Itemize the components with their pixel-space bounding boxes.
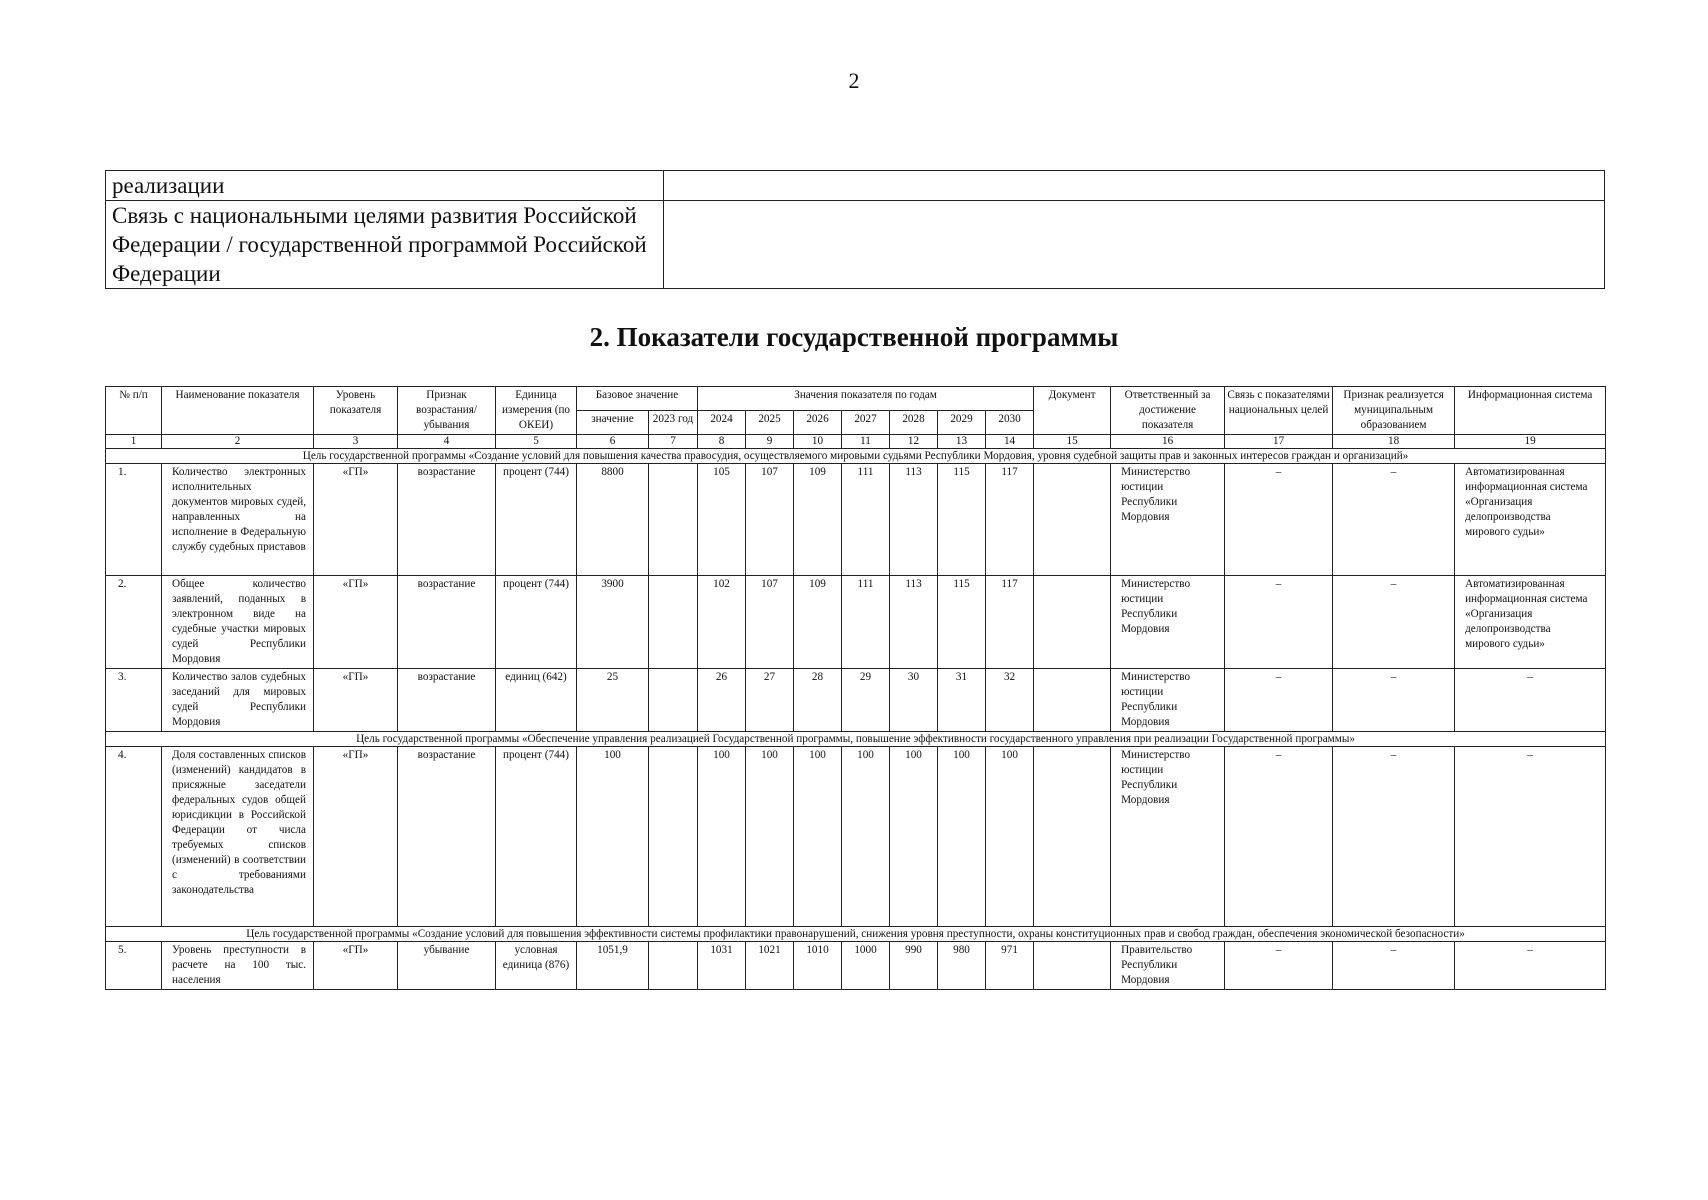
row-num: 1. (106, 464, 162, 576)
header-level: Уровень показателя (314, 387, 398, 435)
municipal-cell: – (1333, 576, 1455, 669)
header-year: 2028 (890, 411, 938, 435)
year-value: 111 (842, 576, 890, 669)
header-year: 2025 (746, 411, 794, 435)
document-cell (1034, 576, 1111, 669)
passport-row (106, 201, 1605, 289)
year-value: 100 (890, 747, 938, 927)
passport-label: Связь с национальными целями развития Российской Федерации / государственной программой Российской Федерации (106, 201, 664, 289)
column-number: 3 (314, 435, 398, 449)
column-number: 8 (698, 435, 746, 449)
column-number: 1 (106, 435, 162, 449)
year-value: 1021 (746, 942, 794, 990)
column-number: 17 (1225, 435, 1333, 449)
year-value: 117 (986, 576, 1034, 669)
year-value: 100 (938, 747, 986, 927)
indicator-unit: условная единица (876) (496, 942, 577, 990)
column-number: 11 (842, 435, 890, 449)
year-value: 100 (698, 747, 746, 927)
year-value: 107 (746, 464, 794, 576)
year-value: 115 (938, 464, 986, 576)
column-number: 19 (1455, 435, 1606, 449)
header-municipal: Признак реализуется муниципальным образованием (1333, 387, 1455, 435)
column-number: 12 (890, 435, 938, 449)
indicator-level: «ГП» (314, 942, 398, 990)
header-unit: Единица измерения (по ОКЕИ) (496, 387, 577, 435)
column-number: 6 (577, 435, 649, 449)
indicator-level: «ГП» (314, 747, 398, 927)
base-value: 8800 (577, 464, 649, 576)
table-row (106, 942, 1606, 990)
passport-value (664, 201, 1605, 289)
indicator-sign: возрастание (398, 669, 496, 732)
year-value: 100 (746, 747, 794, 927)
header-base-year: 2023 год (649, 411, 698, 435)
header-name: Наименование показателя (162, 387, 314, 435)
year-value: 100 (842, 747, 890, 927)
year-value: 109 (794, 576, 842, 669)
year-value: 30 (890, 669, 938, 732)
passport-value (664, 171, 1605, 201)
year-value: 990 (890, 942, 938, 990)
year-value: 1000 (842, 942, 890, 990)
indicator-level: «ГП» (314, 464, 398, 576)
base-value: 3900 (577, 576, 649, 669)
link-cell: – (1225, 942, 1333, 990)
year-value: 29 (842, 669, 890, 732)
indicator-sign: убывание (398, 942, 496, 990)
responsible-cell: Министерство юстиции Республики Мордовия (1111, 669, 1225, 732)
column-number: 13 (938, 435, 986, 449)
indicator-name: Доля составленных списков (изменений) кандидатов в присяжные заседатели федеральных судов общей юрисдикции в Российской Федерации от числа требуемых списков (изменений) в соответствии с требованиями законодательства (162, 747, 314, 927)
column-number: 14 (986, 435, 1034, 449)
link-cell: – (1225, 747, 1333, 927)
passport-row (106, 171, 1605, 201)
info-system-cell: Автоматизированная информационная система «Организация делопроизводства мирового судьи» (1455, 464, 1606, 576)
column-number: 16 (1111, 435, 1225, 449)
goal-row (106, 449, 1606, 464)
municipal-cell: – (1333, 747, 1455, 927)
year-value: 31 (938, 669, 986, 732)
indicator-sign: возрастание (398, 464, 496, 576)
year-value: 26 (698, 669, 746, 732)
header-link: Связь с показателями национальных целей (1225, 387, 1333, 435)
municipal-cell: – (1333, 669, 1455, 732)
indicator-name: Уровень преступности в расчете на 100 тыс. населения (162, 942, 314, 990)
base-year-value (649, 747, 698, 927)
header-year: 2029 (938, 411, 986, 435)
row-num: 5. (106, 942, 162, 990)
goal-text: Цель государственной программы «Обеспечение управления реализацией Государственной программы, повышение эффективности государственного управления при реализации Государственной программы» (106, 732, 1606, 747)
header-year: 2027 (842, 411, 890, 435)
year-value: 117 (986, 464, 1034, 576)
year-value: 102 (698, 576, 746, 669)
year-value: 113 (890, 576, 938, 669)
year-value: 109 (794, 464, 842, 576)
year-value: 27 (746, 669, 794, 732)
column-number: 7 (649, 435, 698, 449)
header-year: 2024 (698, 411, 746, 435)
indicator-unit: процент (744) (496, 747, 577, 927)
year-value: 980 (938, 942, 986, 990)
document-cell (1034, 747, 1111, 927)
info-system-cell: – (1455, 747, 1606, 927)
row-num: 4. (106, 747, 162, 927)
responsible-cell: Правительство Республики Мордовия (1111, 942, 1225, 990)
header-years-group: Значения показателя по годам (698, 387, 1034, 411)
municipal-cell: – (1333, 942, 1455, 990)
link-cell: – (1225, 669, 1333, 732)
column-number: 10 (794, 435, 842, 449)
year-value: 115 (938, 576, 986, 669)
indicator-unit: процент (744) (496, 464, 577, 576)
indicator-name: Общее количество заявлений, поданных в электронном виде на судебные участки мировых судей Республики Мордовия (162, 576, 314, 669)
indicators-body (106, 435, 1606, 990)
year-value: 111 (842, 464, 890, 576)
municipal-cell: – (1333, 464, 1455, 576)
header-sign: Признак возрастания/ убывания (398, 387, 496, 435)
base-year-value (649, 669, 698, 732)
header-info-system: Информационная система (1455, 387, 1606, 435)
header-document: Документ (1034, 387, 1111, 435)
responsible-cell: Министерство юстиции Республики Мордовия (1111, 464, 1225, 576)
base-year-value (649, 576, 698, 669)
document-cell (1034, 669, 1111, 732)
row-num: 3. (106, 669, 162, 732)
row-num: 2. (106, 576, 162, 669)
base-year-value (649, 464, 698, 576)
column-number-row (106, 435, 1606, 449)
indicator-sign: возрастание (398, 747, 496, 927)
indicator-unit: единиц (642) (496, 669, 577, 732)
base-value: 1051,9 (577, 942, 649, 990)
table-row (106, 669, 1606, 732)
column-number: 4 (398, 435, 496, 449)
link-cell: – (1225, 576, 1333, 669)
header-base: Базовое значение (577, 387, 698, 411)
header-base-value: значение (577, 411, 649, 435)
year-value: 107 (746, 576, 794, 669)
goal-text: Цель государственной программы «Создание условий для повышения качества правосудия, осуществляемого мировыми судьями Республики Мордовия, уровня судебной защиты прав и законных интересов граждан и организаций» (106, 449, 1606, 464)
year-value: 100 (986, 747, 1034, 927)
indicator-name: Количество электронных исполнительных документов мировых судей, направленных на исполнение в Федеральную службу судебных приставов (162, 464, 314, 576)
responsible-cell: Министерство юстиции Республики Мордовия (1111, 747, 1225, 927)
header-responsible: Ответственный за достижение показателя (1111, 387, 1225, 435)
year-value: 1031 (698, 942, 746, 990)
header-year: 2030 (986, 411, 1034, 435)
link-cell: – (1225, 464, 1333, 576)
passport-table (105, 170, 1605, 289)
indicator-unit: процент (744) (496, 576, 577, 669)
goal-row (106, 732, 1606, 747)
column-number: 18 (1333, 435, 1455, 449)
base-year-value (649, 942, 698, 990)
indicator-name: Количество залов судебных заседаний для мировых судей Республики Мордовия (162, 669, 314, 732)
year-value: 32 (986, 669, 1034, 732)
info-system-cell: – (1455, 942, 1606, 990)
header-year: 2026 (794, 411, 842, 435)
column-number: 15 (1034, 435, 1111, 449)
goal-text: Цель государственной программы «Создание условий для повышения эффективности системы профилактики правонарушений, снижения уровня преступности, охраны конституционных прав и свобод граждан, обеспечения экономической безопасности» (106, 927, 1606, 942)
passport-label: реализации (106, 171, 664, 201)
page-number: 2 (848, 68, 860, 93)
base-value: 25 (577, 669, 649, 732)
year-value: 100 (794, 747, 842, 927)
document-cell (1034, 464, 1111, 576)
year-value: 971 (986, 942, 1034, 990)
year-value: 1010 (794, 942, 842, 990)
header-row (106, 387, 1606, 411)
base-value: 100 (577, 747, 649, 927)
info-system-cell: – (1455, 669, 1606, 732)
indicators-table (105, 386, 1606, 990)
column-number: 2 (162, 435, 314, 449)
year-value: 105 (698, 464, 746, 576)
indicator-sign: возрастание (398, 576, 496, 669)
table-row (106, 464, 1606, 576)
year-value: 113 (890, 464, 938, 576)
header-num: № п/п (106, 387, 162, 435)
indicator-level: «ГП» (314, 576, 398, 669)
table-row (106, 747, 1606, 927)
column-number: 5 (496, 435, 577, 449)
column-number: 9 (746, 435, 794, 449)
year-value: 28 (794, 669, 842, 732)
responsible-cell: Министерство юстиции Республики Мордовия (1111, 576, 1225, 669)
section-title: 2. Показатели государственной программы (589, 322, 1119, 352)
info-system-cell: Автоматизированная информационная система «Организация делопроизводства мирового судьи» (1455, 576, 1606, 669)
goal-row (106, 927, 1606, 942)
document-cell (1034, 942, 1111, 990)
table-row (106, 576, 1606, 669)
indicator-level: «ГП» (314, 669, 398, 732)
